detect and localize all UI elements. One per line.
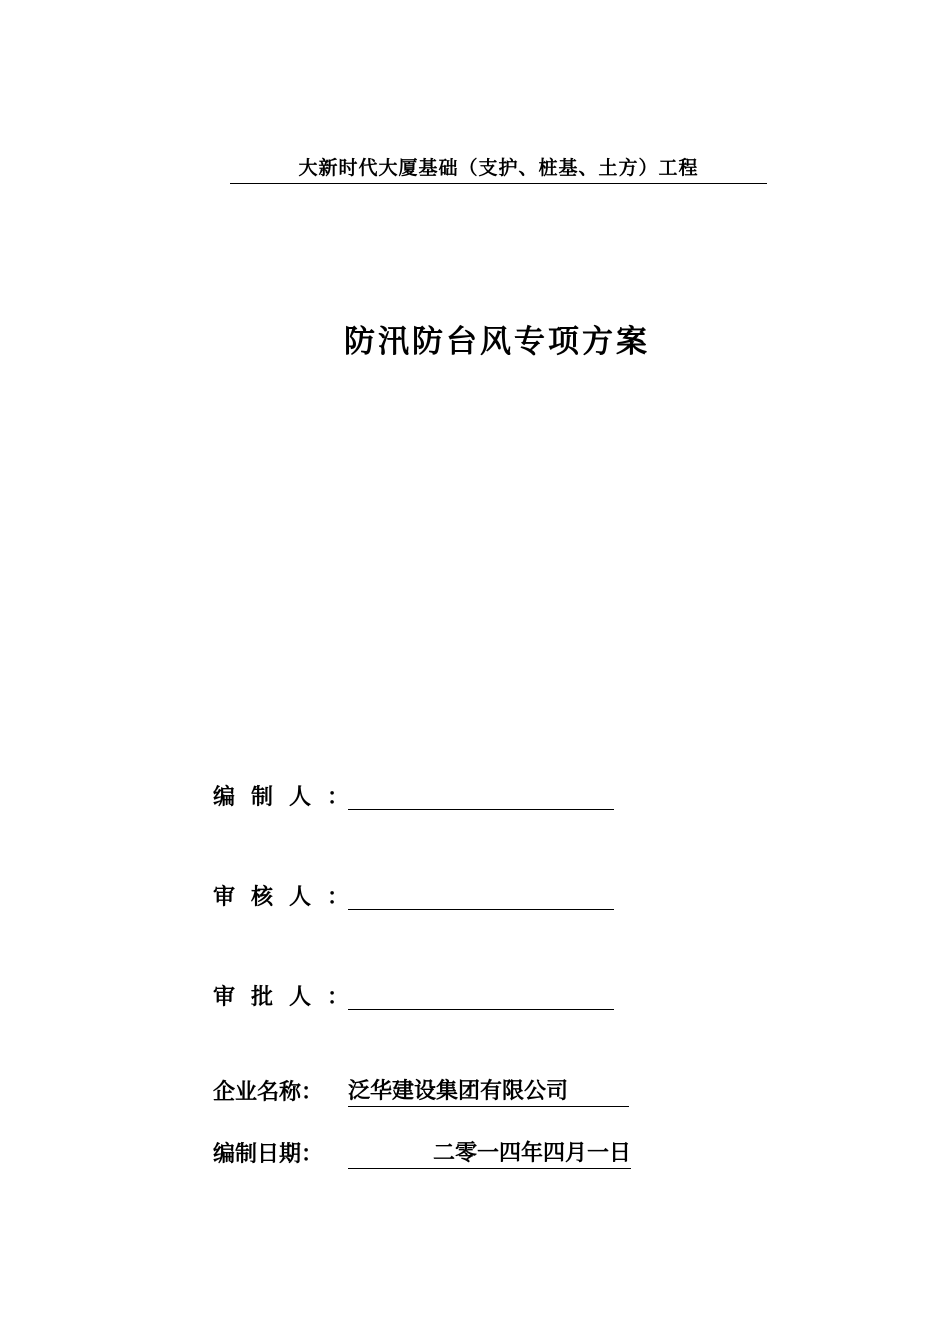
compile-date: 二零一四年四月一日 (348, 1140, 631, 1169)
date-label: 编制日期： (213, 1142, 324, 1167)
date-row (213, 1140, 631, 1170)
document-title: 防汛防台风专项方案 (344, 324, 650, 360)
signature-blank-line (348, 1009, 614, 1010)
signature-colon: ： (327, 785, 350, 810)
signature-label (213, 983, 349, 1013)
signature-colon: ： (327, 885, 350, 910)
signature-label-text: 审批人 (213, 985, 328, 1010)
signature-row-reviewer (213, 883, 349, 913)
company-name: 泛华建设集团有限公司 (348, 1078, 629, 1107)
signature-row-approver (213, 983, 349, 1013)
signature-label-text: 编制人 (213, 785, 328, 810)
signature-label (213, 783, 349, 813)
company-row (213, 1078, 569, 1108)
signature-colon: ： (327, 985, 350, 1010)
company-label: 企业名称： (213, 1080, 324, 1105)
signature-blank-line (348, 909, 614, 910)
project-title: 大新时代大厦基础（支护、桩基、土方）工程 (230, 155, 767, 184)
signature-row-compiler (213, 783, 349, 813)
signature-blank-line (348, 809, 614, 810)
signature-label (213, 883, 349, 913)
signature-label-text: 审核人 (213, 885, 328, 910)
